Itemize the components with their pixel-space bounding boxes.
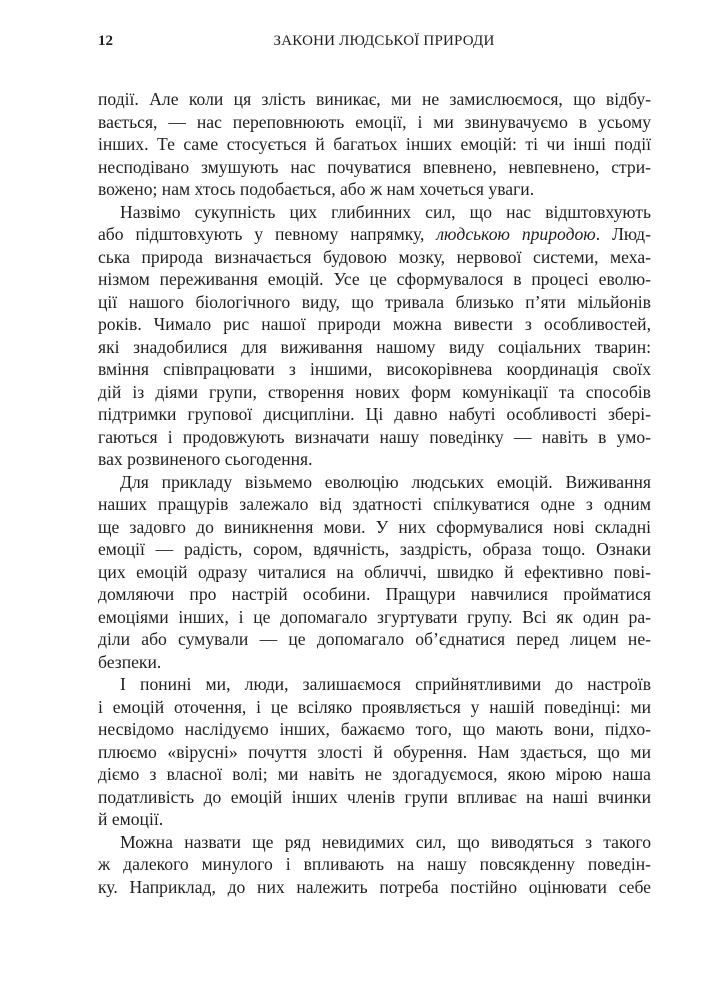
- text-line: ська природа визначається будовою мозку, нервової системи, меха-: [98, 246, 651, 267]
- text-line: несподівано змушують нас почуватися впевнено, невпевнено, стри-: [98, 156, 651, 177]
- text-line: гаються і продовжують визначати нашу поведінку — навіть в умо-: [98, 426, 651, 447]
- text-line: податливість до емоцій інших членів групи впливає на наші вчинки: [98, 786, 651, 807]
- body-text: [98, 88, 651, 898]
- text-line: нізмом переживання емоцій. Усе це сформувалося в процесі еволю-: [98, 269, 651, 289]
- paragraph: [98, 673, 651, 831]
- text-line: емоції — радість, сором, вдячність, заздрість, образа тощо. Ознаки: [98, 539, 651, 559]
- text-line: і емоцій оточення, і це всіляко проявляється у нашій поведінці: ми: [98, 696, 651, 717]
- text-line: вах розвиненого сьогодення.: [98, 449, 313, 469]
- text-line: які знадобилися для виживання нашому виду соціальних тварин:: [98, 336, 651, 357]
- text-line: події. Але коли ця злість виникає, ми не замислюємося, що відбу-: [98, 89, 651, 109]
- text-line: плюємо «вірусні» почуття злості й обурення. Нам здається, що ми: [98, 741, 651, 762]
- text-line: вожено; нам хтось подобається, або ж нам хочеться уваги.: [98, 179, 535, 199]
- paragraph: [98, 471, 651, 674]
- text-line: років. Чимало рис нашої природи можна вивести з особливостей,: [98, 314, 651, 334]
- text-line: й емоції.: [98, 809, 164, 829]
- text-line: вається, — нас переповнюють емоції, і ми звинувачуємо в усьому: [98, 111, 651, 132]
- text-line: дій із діями групи, створення нових форм комунікації та способів: [98, 381, 651, 402]
- text-line: домляючи про настрій особини. Пращури навчилися пройматися: [98, 584, 651, 604]
- running-title: ЗАКОНИ ЛЮДСЬКОЇ ПРИРОДИ: [273, 33, 495, 49]
- text-line: ж далекого минулого і впливають на нашу повсякденну поведін-: [98, 854, 651, 874]
- text-line: наших пращурів залежало від здатності спілкуватися одне з одним: [98, 494, 651, 514]
- text-line: Можна назвати ще ряд невидимих сил, що виводяться з такого: [120, 831, 651, 852]
- text-line: вміння співпрацювати з іншими, високорівнева координація своїх: [98, 359, 651, 379]
- text-line: безпеки.: [98, 651, 162, 672]
- text-line: діли або сумували — це допомагало об’єднатися перед лицем не-: [98, 629, 651, 649]
- page-number: 12: [98, 33, 113, 49]
- text-line: цих емоцій одразу читалися на обличчі, швидко й ефективно пові-: [98, 561, 651, 582]
- paragraph: [98, 88, 651, 201]
- text-line: діємо з власної волі; ми навіть не здогадуємося, якою мірою наша: [98, 764, 651, 784]
- text-line: інших. Те саме стосується й багатьох інших емоцій: ті чи інші події: [98, 134, 651, 154]
- text-line: емоціями інших, і це допомагало згуртувати групу. Всі як один ра-: [98, 606, 651, 627]
- text-line: або підштовхують у певному напрямку, людською природою. Люд-: [98, 224, 651, 244]
- text-line: ції нашого біологічного виду, що тривала близько п’яти мільйонів: [98, 291, 651, 312]
- text-line: ку. Наприклад, до них належить потреба постійно оцінювати себе: [98, 876, 651, 897]
- text-line: Назвімо сукупність цих глибинних сил, що нас відштовхують: [120, 201, 651, 222]
- text-line: підтримки групової дисципліни. Ці давно набуті особливості збері-: [98, 404, 651, 424]
- text-line: Для прикладу візьмемо еволюцію людських емоцій. Виживання: [120, 471, 651, 492]
- text-line: ще задовго до виникнення мови. У них сформувалися нові складні: [98, 516, 651, 537]
- text-line: І понині ми, люди, залишаємося сприйнятливими до настроїв: [120, 674, 651, 694]
- paragraph: [98, 831, 651, 899]
- text-line: несвідомо наслідуємо інших, бажаємо того, що мають вони, підхо-: [98, 719, 651, 739]
- paragraph: [98, 201, 651, 471]
